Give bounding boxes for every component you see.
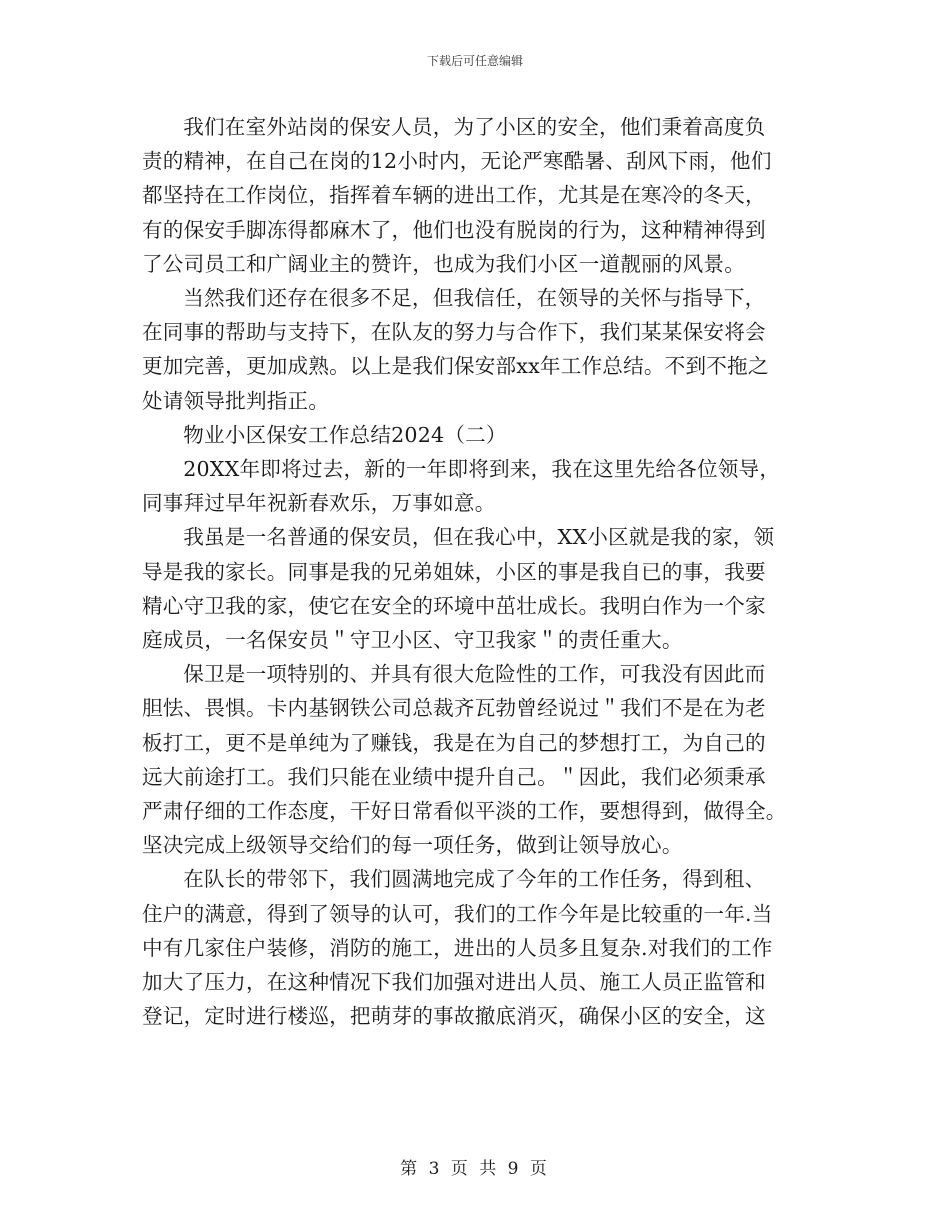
paragraph-shortcomings [142, 281, 808, 418]
paragraph-team-leader [142, 862, 808, 1033]
text-line: 精心守卫我的家，使它在安全的环境中茁壮成长。我明白作为一个家 [142, 593, 766, 618]
text-line: 中有几家住户装修，消防的施工，进出的人员多且复杂.对我们的工作 [142, 935, 773, 960]
text-line: 都坚持在工作岗位，指挥着车辆的进出工作，尤其是在寒冷的冬天， [142, 183, 766, 208]
text-line: 我虽是一名普通的保安员，但在我心中，XX小区就是我的家，领 [183, 525, 775, 550]
text-line: 同事拜过早年祝新春欢乐，万事如意。 [142, 491, 496, 516]
text-line: 住户的满意，得到了领导的认可，我们的工作今年是比较重的一年.当 [142, 901, 773, 926]
text-line: 坚决完成上级领导交给们的每一项任务，做到让领导放心。 [142, 833, 683, 858]
text-line: 有的保安手脚冻得都麻木了，他们也没有脱岗的行为，这种精神得到 [142, 217, 766, 242]
text-line: 物业小区保安工作总结2024（二） [183, 422, 507, 447]
paragraph-my-home [142, 520, 808, 657]
document-body [142, 110, 808, 1033]
text-line: 登记，定时进行楼巡，把萌芽的事故撤底消灭，确保小区的安全，这 [142, 1004, 766, 1029]
text-line: 责的精神，在自己在岗的12小时内，无论严寒酷暑、刮风下雨，他们 [142, 149, 772, 174]
paragraph-security-work [142, 657, 808, 862]
text-line: 庭成员，一名保安员＂守卫小区、守卫我家＂的责任重大。 [142, 628, 683, 653]
paragraph-new-year [142, 452, 808, 520]
text-line: 处请领导批判指正。 [142, 388, 330, 413]
section-title [142, 418, 808, 452]
text-line: 在同事的帮助与支持下，在队友的努力与合作下，我们某某保安将会 [142, 320, 766, 345]
text-line: 胆怯、畏惧。卡内基钢铁公司总裁齐瓦勃曾经说过＂我们不是在为老 [142, 696, 766, 721]
text-line: 更加完善，更加成熟。以上是我们保安部xx年工作总结。不到不拖之 [142, 354, 769, 379]
text-line: 保卫是一项特别的、并具有很大危险性的工作，可我没有因此而 [183, 662, 766, 687]
page-number-footer: 第 3 页 共 9 页 [400, 1159, 550, 1179]
paragraph-guards-outdoor [142, 110, 808, 281]
text-line: 加大了压力，在这种情况下我们加强对进出人员、施工人员正监管和 [142, 970, 766, 995]
page-header: 下载后可任意编辑 [426, 54, 523, 68]
text-line: 了公司员工和广阔业主的赞许，也成为我们小区一道靓丽的风景。 [142, 251, 746, 276]
text-line: 我们在室外站岗的保安人员，为了小区的安全，他们秉着高度负 [183, 115, 766, 139]
text-line: 在队长的带邻下，我们圆满地完成了今年的工作任务，得到租、 [183, 867, 766, 892]
text-line: 远大前途打工。我们只能在业绩中提升自己。＂因此，我们必须秉承 [142, 764, 766, 789]
text-line: 板打工，更不是单纯为了赚钱，我是在为自己的梦想打工，为自己的 [142, 730, 766, 755]
text-line: 导是我的家长。同事是我的兄弟姐妹，小区的事是我自已的事，我要 [142, 559, 766, 584]
text-line: 当然我们还存在很多不足，但我信任，在领导的关怀与指导下， [183, 286, 766, 311]
text-line: 20XX年即将过去，新的一年即将到来，我在这里先给各位领导， [183, 457, 781, 482]
text-line: 严肃仔细的工作态度，干好日常看似平淡的工作，要想得到，做得全。 [142, 799, 787, 824]
